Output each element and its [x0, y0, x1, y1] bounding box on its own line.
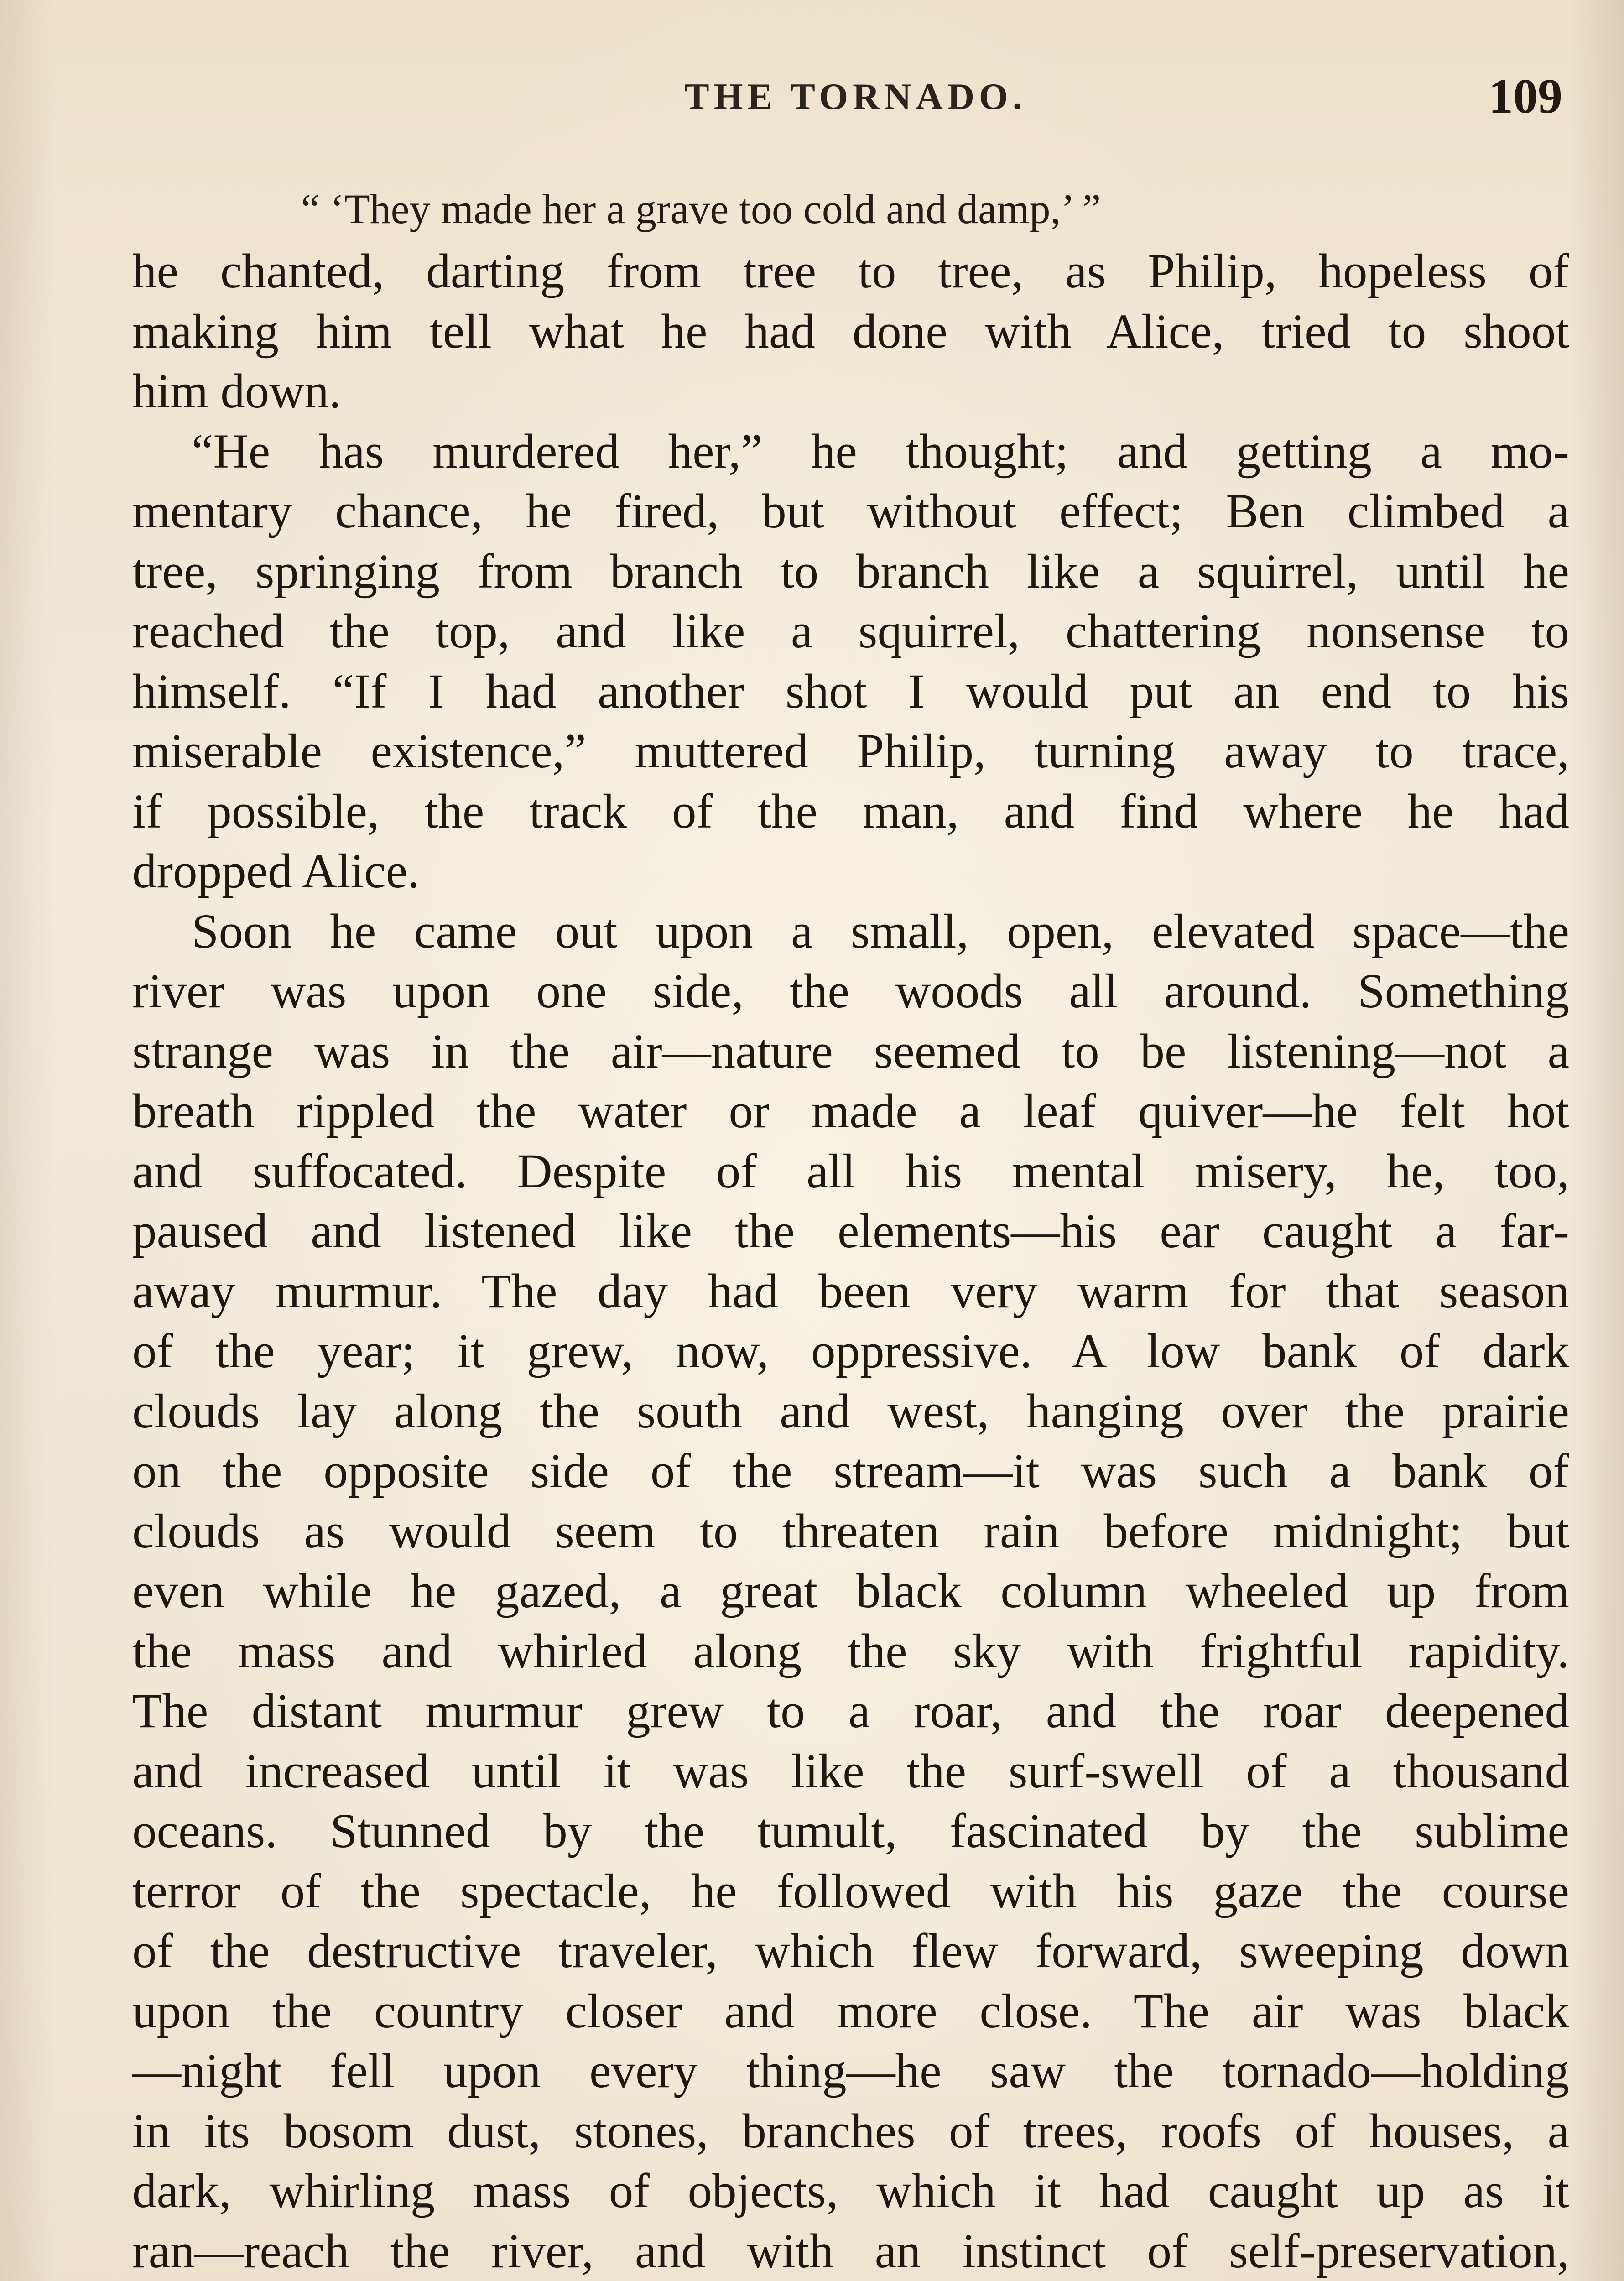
text-line: paused and listened like the elements—his ear caught a far-	[132, 1204, 1569, 1258]
text-line: breath rippled the water or made a leaf quiver—he felt hot	[132, 1084, 1569, 1138]
text-line: strange was in the air—nature seemed to be listening—not a	[132, 1024, 1569, 1078]
text-line: river was upon one side, the woods all around. Something	[132, 964, 1569, 1018]
text-line: ran—reach the river, and with an instinct of self-preservation,	[132, 2224, 1569, 2278]
text-line: if possible, the track of the man, and find where he had	[132, 784, 1569, 838]
text-line: even while he gazed, a great black column wheeled up from	[132, 1564, 1569, 1618]
text-line: dropped Alice.	[132, 844, 420, 898]
right-edge-shadow	[1569, 0, 1624, 2281]
text-line: away murmur. The day had been very warm for that season	[132, 1264, 1569, 1318]
text-line: he chanted, darting from tree to tree, as Philip, hopeless of	[132, 245, 1569, 298]
text-line: clouds as would seem to threaten rain before midnight; but	[132, 1504, 1569, 1558]
text-line: oceans. Stunned by the tumult, fascinated by the sublime	[132, 1804, 1569, 1858]
running-title: THE TORNADO.	[684, 76, 1027, 117]
text-line: him down.	[132, 365, 341, 418]
text-line: The distant murmur grew to a roar, and the roar deepened	[132, 1684, 1569, 1738]
text-line: miserable existence,” muttered Philip, turning away to trace,	[132, 724, 1569, 778]
text-line: dark, whirling mass of objects, which it had caught up as it	[132, 2164, 1569, 2218]
text-line: clouds lay along the south and west, hanging over the prairie	[132, 1384, 1569, 1438]
text-line: and increased until it was like the surf-swell of a thousand	[132, 1744, 1569, 1798]
text-line: making him tell what he had done with Alice, tried to shoot	[132, 304, 1569, 359]
text-line: Soon he came out upon a small, open, elevated space—the	[192, 904, 1569, 958]
text-line: in its bosom dust, stones, branches of trees, roofs of houses, a	[132, 2104, 1569, 2158]
text-line: of the year; it grew, now, oppressive. A low bank of dark	[132, 1324, 1569, 1378]
text-line: mentary chance, he fired, but without effect; Ben climbed a	[132, 484, 1569, 538]
text-line: —night fell upon every thing—he saw the tornado—holding	[132, 2044, 1569, 2098]
text-line: reached the top, and like a squirrel, chattering nonsense to	[132, 604, 1569, 658]
text-line: tree, springing from branch to branch like a squirrel, until he	[132, 544, 1569, 599]
text-line: of the destructive traveler, which flew forward, sweeping down	[132, 1924, 1569, 1978]
text-line: the mass and whirled along the sky with frightful rapidity.	[132, 1624, 1569, 1678]
text-line: and suffocated. Despite of all his mental misery, he, too,	[132, 1144, 1569, 1198]
text-line: terror of the spectacle, he followed with his gaze the course	[132, 1864, 1569, 1918]
left-edge-shadow	[0, 0, 55, 2281]
page-number: 109	[1489, 69, 1562, 124]
body-text	[132, 242, 1569, 2281]
text-line: “He has murdered her,” he thought; and getting a mo-	[192, 424, 1569, 479]
epigraph-quote: “ ‘They made her a grave too cold and damp,’ ”	[301, 186, 1101, 232]
text-line: himself. “If I had another shot I would put an end to his	[132, 664, 1569, 719]
text-line: upon the country closer and more close. The air was black	[132, 1984, 1569, 2038]
text-line: on the opposite side of the stream—it was such a bank of	[132, 1444, 1569, 1498]
